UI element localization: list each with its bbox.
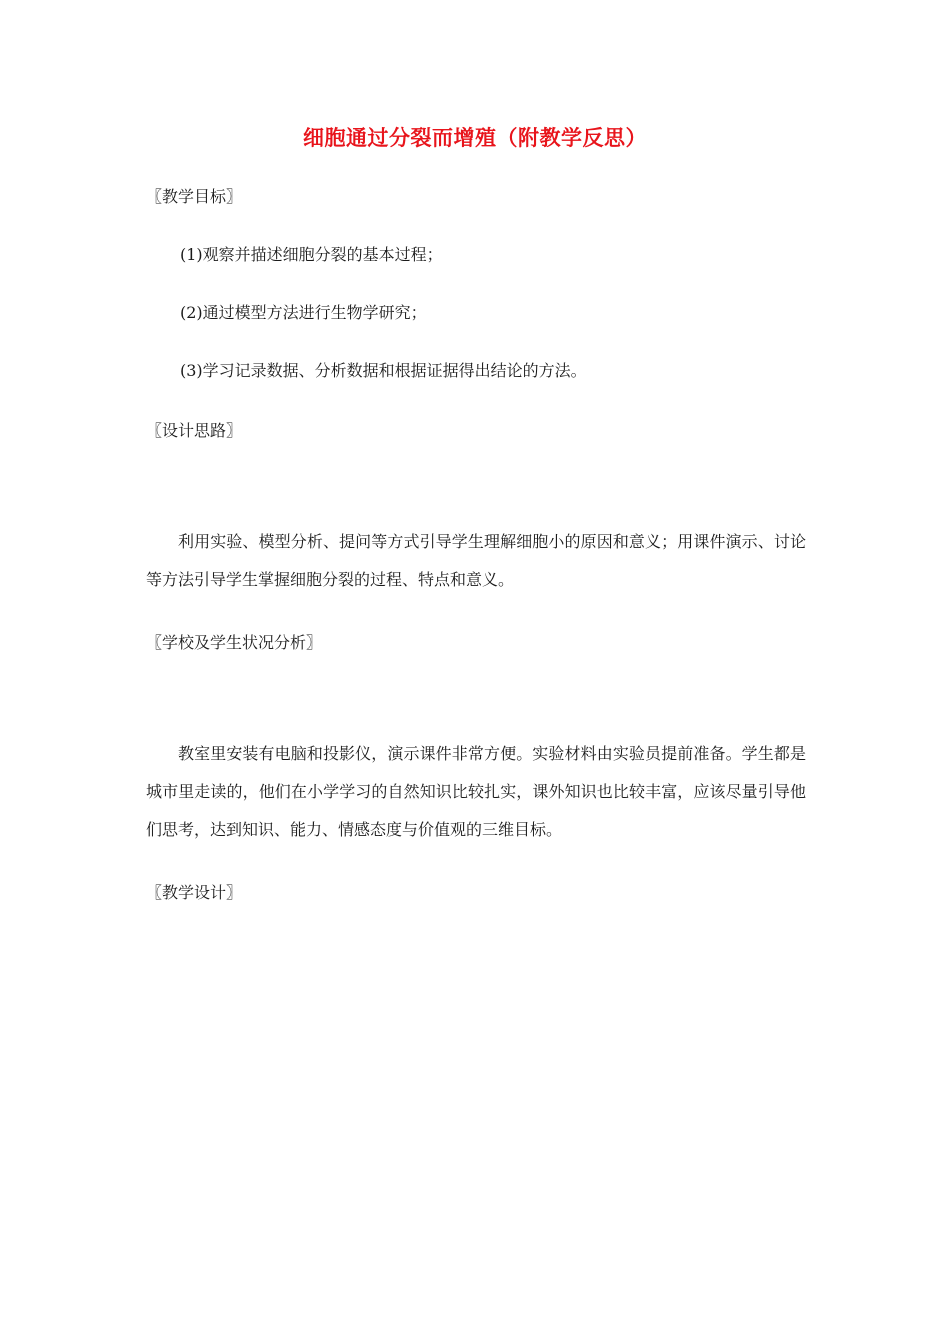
design-idea-paragraph: 利用实验、模型分析、提问等方式引导学生理解细胞小的原因和意义；用课件演示、讨论等方法引导学生掌握细胞分裂的过程、特点和意义。 (146, 532, 806, 589)
analysis-paragraph: 教室里安装有电脑和投影仪，演示课件非常方便。实验材料由实验员提前准备。学生都是城市里走读的，他们在小学学习的自然知识比较扎实，课外知识也比较丰富，应该尽量引导他们思考，达到知识、能力、情感态度与价值观的三维目标。 (146, 744, 806, 839)
analysis-heading: 〖学校及学生状况分析〗 (146, 633, 323, 652)
design-idea-heading: 〖设计思路〗 (146, 421, 243, 440)
teaching-design-heading: 〖教学设计〗 (146, 883, 243, 902)
objective-item-3: (3)学习记录数据、分析数据和根据证据得出结论的方法。 (180, 361, 587, 380)
objective-item-1: (1)观察并描述细胞分裂的基本过程； (180, 245, 443, 264)
objectives-heading: 〖教学目标〗 (146, 187, 243, 206)
objective-item-2: (2)通过模型方法进行生物学研究； (180, 303, 427, 322)
document-title: 细胞通过分裂而增殖（附教学反思） (303, 126, 647, 150)
